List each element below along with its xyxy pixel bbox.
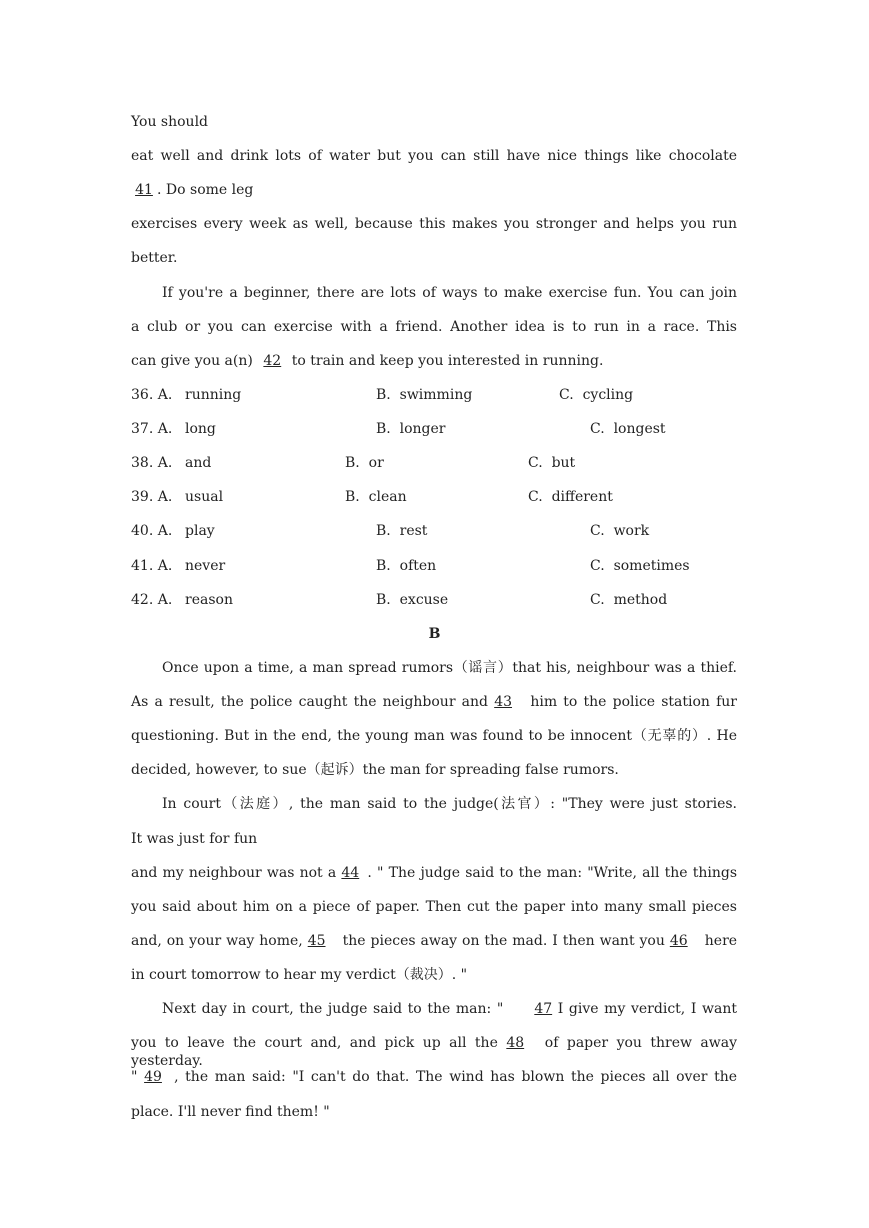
option-c: C. work — [590, 523, 650, 539]
text-line: better. — [131, 250, 178, 266]
text-line — [131, 1034, 737, 1070]
option-b: B. clean — [345, 489, 407, 505]
blank-49: 49 — [144, 1069, 162, 1085]
text-line — [131, 932, 737, 950]
text-span: , the man said: "I can't do that. The wind has blown the pieces all over the — [174, 1069, 738, 1085]
text-span: him to the police station fur — [530, 694, 738, 710]
option-c: C. cycling — [559, 387, 634, 403]
text-span: can give you a(n) — [131, 353, 253, 369]
text-line — [131, 693, 737, 711]
text-span: As a result, the police caught the neighbour and — [131, 694, 489, 710]
text-span: of paper you threw away yesterday. — [131, 1035, 738, 1069]
text-line: a club or you can exercise with a friend. Another idea is to run in a race. This — [131, 319, 737, 335]
option-b: B. swimming — [376, 387, 473, 403]
option-number: 37. A. — [131, 421, 173, 437]
text-line: You should — [131, 114, 209, 130]
option-a: play — [185, 523, 215, 539]
blank-45: 45 — [307, 933, 326, 949]
blank-46: 46 — [669, 933, 688, 949]
option-c: C. sometimes — [590, 558, 690, 574]
option-b: B. longer — [376, 421, 446, 437]
text-span: here — [704, 933, 738, 949]
text-line: place. I'll never find them! " — [131, 1104, 330, 1120]
text-line — [131, 1068, 737, 1086]
option-a: never — [185, 558, 226, 574]
option-number: 39. A. — [131, 489, 173, 505]
option-number: 42. A. — [131, 592, 173, 608]
option-b: B. often — [376, 558, 437, 574]
blank-47: 47 — [534, 1001, 553, 1017]
text-span: and my neighbour was not a — [131, 865, 337, 881]
option-a: and — [185, 455, 212, 471]
text-span: " — [131, 1069, 138, 1085]
text-span: . Do some leg — [157, 182, 254, 198]
text-line: In court（法庭）, the man said to the judge(法官）: "They were just stories. — [162, 796, 737, 812]
option-number: 40. A. — [131, 523, 173, 539]
blank-41: 41 — [135, 182, 153, 198]
text-line: exercises every week as well, because this makes you stronger and helps you run — [131, 216, 737, 232]
text-span: the pieces away on the mad. I then want you — [342, 933, 665, 949]
option-number: 38. A. — [131, 455, 173, 471]
section-heading: B — [428, 626, 441, 642]
option-a: long — [185, 421, 216, 437]
text-span: I give my verdict, I want — [557, 1001, 737, 1017]
text-line: Once upon a time, a man spread rumors（谣言）that his, neighbour was a thief. — [162, 660, 737, 676]
text-line: in court tomorrow to hear my verdict（裁决）. " — [131, 967, 468, 983]
text-line: It was just for fun — [131, 831, 258, 847]
blank-42: 42 — [263, 353, 282, 369]
option-b: B. or — [345, 455, 384, 471]
option-a: reason — [185, 592, 233, 608]
option-number: 41. A. — [131, 558, 173, 574]
option-b: B. rest — [376, 523, 428, 539]
text-span: Next day in court, the judge said to the man: " — [162, 1001, 504, 1017]
text-span: to train and keep you interested in running. — [291, 353, 604, 369]
option-number: 36. A. — [131, 387, 173, 403]
blank-43: 43 — [494, 694, 513, 710]
option-c: C. longest — [590, 421, 666, 437]
option-a: running — [185, 387, 242, 403]
text-span: . " The judge said to the man: "Write, all the things — [367, 865, 737, 881]
option-c: C. but — [528, 455, 576, 471]
text-line — [131, 181, 253, 199]
text-line: questioning. But in the end, the young man was found to be innocent（无辜的）. He — [131, 728, 737, 744]
text-span: and, on your way home, — [131, 933, 303, 949]
option-c: C. method — [590, 592, 668, 608]
blank-44: 44 — [341, 865, 360, 881]
option-a: usual — [185, 489, 224, 505]
text-line — [131, 864, 737, 882]
text-span: you to leave the court and, and pick up all the — [131, 1035, 498, 1051]
text-line: eat well and drink lots of water but you can still have nice things like chocolate — [131, 148, 737, 164]
text-line — [131, 1000, 737, 1018]
text-line: decided, however, to sue（起诉）the man for spreading false rumors. — [131, 762, 619, 778]
text-line: If you're a beginner, there are lots of ways to make exercise fun. You can join — [162, 285, 737, 301]
text-line — [131, 352, 603, 370]
text-line: you said about him on a piece of paper. Then cut the paper into many small pieces — [131, 899, 737, 915]
option-c: C. different — [528, 489, 613, 505]
blank-48: 48 — [506, 1035, 525, 1051]
option-b: B. excuse — [376, 592, 449, 608]
